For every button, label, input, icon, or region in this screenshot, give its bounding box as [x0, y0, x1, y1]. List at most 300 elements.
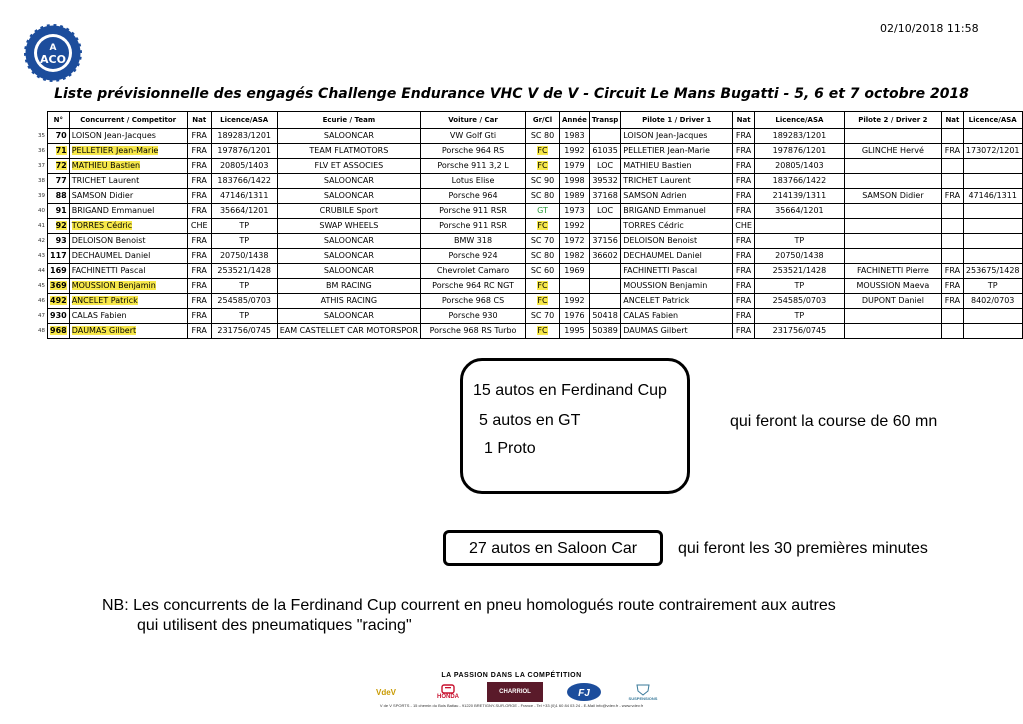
cell-lic2-text: 253675/1428 — [965, 266, 1020, 275]
cell-team — [277, 174, 420, 189]
cell-driver2 — [844, 174, 941, 189]
cell-lic1-text: TP — [794, 311, 805, 320]
cell-year-text: 1973 — [564, 206, 585, 215]
cell-licence-text: 20805/1403 — [219, 161, 269, 170]
cell-lic2 — [963, 324, 1022, 339]
cell-driver2-text: FACHINETTI Pierre — [857, 266, 929, 275]
race-30-note: qui feront les 30 premières minutes — [678, 540, 928, 557]
cell-idx-text: 42 — [38, 238, 45, 244]
cell-driver1-text: DECHAUMEL Daniel — [623, 251, 702, 260]
table-header-row — [36, 112, 1022, 129]
cell-lic2 — [963, 234, 1022, 249]
cell-num — [48, 294, 70, 309]
cell-nat2 — [941, 159, 963, 174]
cell-year-text: 1992 — [564, 146, 585, 155]
cell-driver1-text: TRICHET Laurent — [623, 176, 691, 185]
cell-lic1 — [754, 219, 844, 234]
cell-lic2 — [963, 204, 1022, 219]
cell-grcl-text: SC 80 — [530, 191, 555, 200]
gt-count: 5 autos en GT — [479, 412, 581, 429]
cell-transp — [589, 234, 620, 249]
cell-competitor-text: BRIGAND Emmanuel — [71, 206, 155, 215]
cell-lic2 — [963, 294, 1022, 309]
cell-competitor-text: FACHINETTI Pascal — [71, 266, 146, 275]
cell-grcl-text: SC 60 — [530, 266, 555, 275]
cell-lic1-text: 20805/1403 — [775, 161, 824, 170]
cell-driver2 — [844, 309, 941, 324]
cell-grcl — [526, 324, 560, 339]
cell-year-text: 1989 — [564, 191, 585, 200]
cell-idx — [36, 129, 48, 144]
cell-grcl — [526, 174, 560, 189]
cell-nat1-text: FRA — [735, 206, 752, 215]
cell-competitor-text: TORRES Cédric — [71, 221, 133, 230]
cell-licence — [211, 249, 277, 264]
cell-grcl — [526, 129, 560, 144]
honda-icon — [441, 684, 455, 694]
cell-licence — [211, 324, 277, 339]
cell-nat-text: FRA — [191, 296, 207, 305]
cell-idx-text: 43 — [38, 253, 45, 259]
cell-year — [560, 129, 590, 144]
cell-nat — [187, 309, 211, 324]
cell-team — [277, 234, 420, 249]
cell-nat-text: FRA — [191, 131, 207, 140]
cell-idx — [36, 249, 48, 264]
cell-driver2 — [844, 294, 941, 309]
cell-grcl — [526, 204, 560, 219]
cell-lic1-text: 253521/1428 — [772, 266, 827, 275]
cell-car — [421, 264, 526, 279]
cell-nat-text: FRA — [191, 191, 207, 200]
cell-nat2 — [941, 294, 963, 309]
cell-driver1-text: DELOISON Benoist — [623, 236, 698, 245]
cell-competitor — [69, 249, 187, 264]
cell-year-text: 1998 — [564, 176, 585, 185]
cell-team — [277, 264, 420, 279]
cell-driver1 — [621, 324, 733, 339]
table-row — [36, 204, 1022, 219]
cell-num — [48, 144, 70, 159]
cell-lic1 — [754, 279, 844, 294]
column-header: Nat — [733, 112, 755, 129]
cell-lic1 — [754, 204, 844, 219]
cell-grcl-text: SC 70 — [530, 311, 555, 320]
cell-nat — [187, 219, 211, 234]
cell-nat-text: FRA — [191, 281, 207, 290]
cell-lic2 — [963, 129, 1022, 144]
cell-team — [277, 204, 420, 219]
cell-idx — [36, 309, 48, 324]
cell-nat1 — [733, 309, 755, 324]
header-spacer — [36, 112, 48, 129]
cell-transp — [589, 294, 620, 309]
cell-year — [560, 264, 590, 279]
cell-year — [560, 279, 590, 294]
cell-car-text: Lotus Elise — [451, 176, 495, 185]
cell-grcl — [526, 234, 560, 249]
cell-competitor-text: SAMSON Didier — [71, 191, 134, 200]
cell-driver1 — [621, 234, 733, 249]
cell-num — [48, 309, 70, 324]
cell-lic1 — [754, 174, 844, 189]
column-header: Licence/ASA — [211, 112, 277, 129]
cell-lic2-text: 173072/1201 — [965, 146, 1020, 155]
cell-driver1-text: SAMSON Adrien — [623, 191, 687, 200]
sponsor-vdev: VdeV — [375, 687, 396, 697]
cell-grcl-text: SC 80 — [530, 251, 555, 260]
column-header: N° — [48, 112, 70, 129]
cell-team-text: SWAP WHEELS — [319, 221, 379, 230]
cell-licence-text: 253521/1428 — [217, 266, 271, 275]
cell-team-text: CRUBILE Sport — [319, 206, 379, 215]
cell-car — [421, 144, 526, 159]
cell-nat2 — [941, 219, 963, 234]
cell-idx — [36, 189, 48, 204]
cell-car — [421, 219, 526, 234]
cell-driver2 — [844, 249, 941, 264]
cell-car — [421, 234, 526, 249]
cell-year-text: 1992 — [564, 296, 585, 305]
cell-nat — [187, 189, 211, 204]
cell-idx — [36, 159, 48, 174]
cell-grcl — [526, 144, 560, 159]
cell-nat1 — [733, 189, 755, 204]
cell-grcl — [526, 159, 560, 174]
cell-year — [560, 189, 590, 204]
cell-nat — [187, 264, 211, 279]
cell-transp-text: 61035 — [592, 146, 618, 155]
cell-team-text: SALOONCAR — [323, 311, 374, 320]
cell-lic1 — [754, 189, 844, 204]
cell-nat1 — [733, 219, 755, 234]
cell-nat2-text: FRA — [944, 266, 961, 275]
table-row — [36, 279, 1022, 294]
table-row — [36, 129, 1022, 144]
cell-lic2 — [963, 249, 1022, 264]
cell-num-text: 369 — [50, 281, 67, 290]
cell-transp-text: 50389 — [592, 326, 618, 335]
cell-team-text: ATHIS RACING — [320, 296, 378, 305]
cell-lic1 — [754, 309, 844, 324]
cell-driver2 — [844, 219, 941, 234]
column-header: Concurrent / Competitor — [69, 112, 187, 129]
cell-transp — [589, 129, 620, 144]
cell-car — [421, 279, 526, 294]
cell-grcl-text: SC 90 — [530, 176, 555, 185]
cell-nat2 — [941, 249, 963, 264]
cell-transp — [589, 204, 620, 219]
cell-grcl — [526, 264, 560, 279]
cell-driver1 — [621, 204, 733, 219]
cell-year-text: 1976 — [564, 311, 585, 320]
cell-competitor-text: MOUSSION Benjamin — [71, 281, 156, 290]
cell-lic2 — [963, 279, 1022, 294]
cell-driver1-text: BRIGAND Emmanuel — [623, 206, 706, 215]
cell-car — [421, 159, 526, 174]
sponsor-fj-label: FJ — [578, 688, 590, 699]
cell-car-text: BMW 318 — [453, 236, 493, 245]
footer-address: V de V SPORTS - 15 chemin du Bois Batiau - 91220 BRETIGNY-SUR-ORGE - France - Tel +33 (0)1 60 84 03 24 - E-Mail info@vdev.fr - www.vdev.fr — [379, 703, 644, 708]
cell-team — [277, 249, 420, 264]
cell-num — [48, 159, 70, 174]
logo-text: ACO — [40, 53, 66, 66]
nb-line-2: qui utilisent des pneumatiques "racing" — [137, 617, 412, 634]
cell-team-text: TEAM FLATMOTORS — [309, 146, 389, 155]
footer-tagline: LA PASSION DANS LA COMPÉTITION — [441, 672, 582, 679]
cell-competitor-text: MATHIEU Bastien — [71, 161, 141, 170]
cell-year — [560, 249, 590, 264]
cell-competitor — [69, 234, 187, 249]
cell-nat1-text: FRA — [735, 236, 752, 245]
cell-nat1-text: FRA — [735, 191, 752, 200]
cell-nat1-text: CHE — [735, 221, 752, 230]
cell-car-text: Porsche 911 RSR — [439, 221, 507, 230]
cell-idx — [36, 264, 48, 279]
saloon-count: 27 autos en Saloon Car — [469, 540, 638, 557]
sponsor-honda — [428, 682, 468, 702]
cell-grcl-text: FC — [537, 161, 548, 170]
cell-team-text: SALOONCAR — [323, 131, 374, 140]
cell-competitor-text: DELOISON Benoist — [71, 236, 146, 245]
print-datetime: 02/10/2018 11:58 — [880, 22, 979, 35]
cell-driver2 — [844, 159, 941, 174]
column-header: Nat — [187, 112, 211, 129]
cell-car — [421, 189, 526, 204]
cell-nat — [187, 234, 211, 249]
table-row — [36, 249, 1022, 264]
cell-nat1-text: FRA — [735, 266, 752, 275]
cell-year-text: 1982 — [564, 251, 585, 260]
cell-transp — [589, 249, 620, 264]
cell-lic2 — [963, 264, 1022, 279]
cell-team-text: EAM CASTELLET CAR MOTORSPOR — [279, 326, 419, 335]
cell-nat1 — [733, 174, 755, 189]
cell-driver1-text: CALAS Fabien — [623, 311, 679, 320]
cell-lic2 — [963, 174, 1022, 189]
cell-nat1-text: FRA — [735, 131, 752, 140]
cell-idx-text: 35 — [38, 133, 45, 139]
cell-nat1-text: FRA — [735, 281, 752, 290]
column-header: Licence/ASA — [754, 112, 844, 129]
cell-year — [560, 309, 590, 324]
cell-driver1 — [621, 159, 733, 174]
cell-car-text: Porsche 968 RS Turbo — [429, 326, 517, 335]
cell-lic2 — [963, 144, 1022, 159]
cell-transp-text: 37168 — [592, 191, 618, 200]
cell-driver1 — [621, 174, 733, 189]
cell-competitor-text: PELLETIER Jean-Marie — [71, 146, 159, 155]
cell-licence — [211, 189, 277, 204]
cell-licence — [211, 309, 277, 324]
fj-logo-icon — [566, 682, 602, 702]
cell-idx-text: 44 — [38, 268, 45, 274]
cell-nat-text: FRA — [191, 266, 207, 275]
cell-num — [48, 324, 70, 339]
cell-competitor — [69, 279, 187, 294]
cell-idx-text: 37 — [38, 163, 45, 169]
cell-nat — [187, 174, 211, 189]
table-row — [36, 264, 1022, 279]
cell-licence-text: 231756/0745 — [217, 326, 271, 335]
cell-idx-text: 41 — [38, 223, 45, 229]
cell-year — [560, 294, 590, 309]
cell-transp-text: 36602 — [592, 251, 618, 260]
cell-grcl-text: FC — [537, 326, 548, 335]
table-row — [36, 309, 1022, 324]
cell-lic1-text: 254585/0703 — [772, 296, 827, 305]
cell-nat1 — [733, 204, 755, 219]
cell-licence-text: 47146/1311 — [219, 191, 269, 200]
cell-competitor — [69, 324, 187, 339]
cell-nat — [187, 324, 211, 339]
cell-team — [277, 189, 420, 204]
column-header: Nat — [941, 112, 963, 129]
cell-driver1 — [621, 264, 733, 279]
cell-grcl — [526, 294, 560, 309]
cell-team — [277, 324, 420, 339]
cell-lic1 — [754, 249, 844, 264]
cell-lic1-text: 20750/1438 — [775, 251, 824, 260]
cell-idx — [36, 234, 48, 249]
cell-team-text: SALOONCAR — [323, 266, 374, 275]
cell-nat1 — [733, 264, 755, 279]
cell-driver1 — [621, 294, 733, 309]
cell-idx-text: 48 — [38, 328, 45, 334]
cell-car-text: Porsche 911 RSR — [439, 206, 507, 215]
cell-team-text: FLV ET ASSOCIES — [314, 161, 384, 170]
cell-lic1 — [754, 324, 844, 339]
cell-idx-text: 39 — [38, 193, 45, 199]
cell-competitor-text: CALAS Fabien — [71, 311, 127, 320]
cell-licence — [211, 294, 277, 309]
cell-transp — [589, 264, 620, 279]
cell-nat1 — [733, 294, 755, 309]
nb-line-1: NB: Les concurrents de la Ferdinand Cup courrent en pneu homologués route contrairement aux autres — [102, 597, 836, 614]
cell-lic1-text: 231756/0745 — [772, 326, 827, 335]
shield-icon — [636, 684, 650, 696]
cell-licence-text: TP — [239, 236, 250, 245]
cell-nat2 — [941, 234, 963, 249]
cell-num — [48, 264, 70, 279]
cell-num-text: 70 — [55, 131, 67, 140]
cell-year-text: 1983 — [564, 131, 585, 140]
cell-competitor — [69, 129, 187, 144]
cell-nat1-text: FRA — [735, 161, 752, 170]
cell-driver1-text: FACHINETTI Pascal — [623, 266, 698, 275]
cell-grcl — [526, 309, 560, 324]
cell-grcl — [526, 279, 560, 294]
cell-nat2 — [941, 204, 963, 219]
cell-transp — [589, 174, 620, 189]
table-row — [36, 144, 1022, 159]
cell-licence-text: 197876/1201 — [217, 146, 271, 155]
cell-competitor — [69, 159, 187, 174]
cell-nat-text: FRA — [191, 146, 207, 155]
cell-lic1 — [754, 234, 844, 249]
cell-driver1-text: TORRES Cédric — [623, 221, 684, 230]
cell-car — [421, 324, 526, 339]
cell-num — [48, 189, 70, 204]
cell-car-text: Porsche 968 CS — [441, 296, 505, 305]
cell-car — [421, 204, 526, 219]
cell-idx-text: 36 — [38, 148, 45, 154]
cell-num-text: 117 — [50, 251, 67, 260]
table-row — [36, 234, 1022, 249]
cell-year — [560, 174, 590, 189]
cell-nat — [187, 144, 211, 159]
column-header: Licence/ASA — [963, 112, 1022, 129]
cell-idx-text: 47 — [38, 313, 45, 319]
cell-grcl-text: SC 70 — [530, 236, 555, 245]
cell-nat-text: FRA — [191, 176, 207, 185]
cell-transp-text: 37156 — [592, 236, 618, 245]
cell-num — [48, 174, 70, 189]
cell-nat1-text: FRA — [735, 146, 752, 155]
cell-driver1-text: ANCELET Patrick — [623, 296, 690, 305]
cell-licence-text: 189283/1201 — [217, 131, 271, 140]
table-row — [36, 294, 1022, 309]
cell-nat1 — [733, 144, 755, 159]
cell-competitor-text: TRICHET Laurent — [71, 176, 140, 185]
cell-car — [421, 309, 526, 324]
cell-driver1-text: PELLETIER Jean-Marie — [623, 146, 710, 155]
cell-nat-text: FRA — [191, 236, 207, 245]
cell-competitor — [69, 189, 187, 204]
cell-driver2-text: SAMSON Didier — [862, 191, 924, 200]
cell-num-text: 72 — [55, 161, 67, 170]
cell-nat1 — [733, 249, 755, 264]
cell-lic1-text: 197876/1201 — [772, 146, 827, 155]
cell-licence-text: TP — [239, 281, 250, 290]
entries-table — [36, 111, 1023, 339]
cell-year-text: 1979 — [564, 161, 585, 170]
cell-num — [48, 249, 70, 264]
column-header: Voiture / Car — [421, 112, 526, 129]
cell-num-text: 492 — [50, 296, 67, 305]
cell-lic2 — [963, 189, 1022, 204]
cell-car — [421, 294, 526, 309]
column-header: Année — [560, 112, 590, 129]
cell-nat-text: FRA — [191, 251, 207, 260]
cell-competitor-text: ANCELET Patrick — [71, 296, 138, 305]
cell-grcl — [526, 249, 560, 264]
cell-num — [48, 219, 70, 234]
table-row — [36, 324, 1022, 339]
cell-driver1 — [621, 189, 733, 204]
cell-nat1-text: FRA — [735, 296, 752, 305]
cell-year-text: 1995 — [564, 326, 585, 335]
cell-licence-text: TP — [239, 311, 250, 320]
cell-competitor — [69, 264, 187, 279]
cell-lic2 — [963, 219, 1022, 234]
cell-team-text: SALOONCAR — [323, 191, 374, 200]
cell-transp-text: 50418 — [592, 311, 618, 320]
cell-nat1 — [733, 324, 755, 339]
column-header: Transp — [589, 112, 620, 129]
sponsor-suspensions — [628, 682, 658, 702]
cell-team — [277, 219, 420, 234]
cell-competitor — [69, 219, 187, 234]
cell-lic1-text: 189283/1201 — [772, 131, 827, 140]
cell-team — [277, 159, 420, 174]
cell-nat2 — [941, 309, 963, 324]
cell-num — [48, 234, 70, 249]
sponsor-honda-label: HONDA — [437, 694, 459, 700]
cell-transp — [589, 144, 620, 159]
cell-nat1-text: FRA — [735, 251, 752, 260]
cell-lic1 — [754, 294, 844, 309]
